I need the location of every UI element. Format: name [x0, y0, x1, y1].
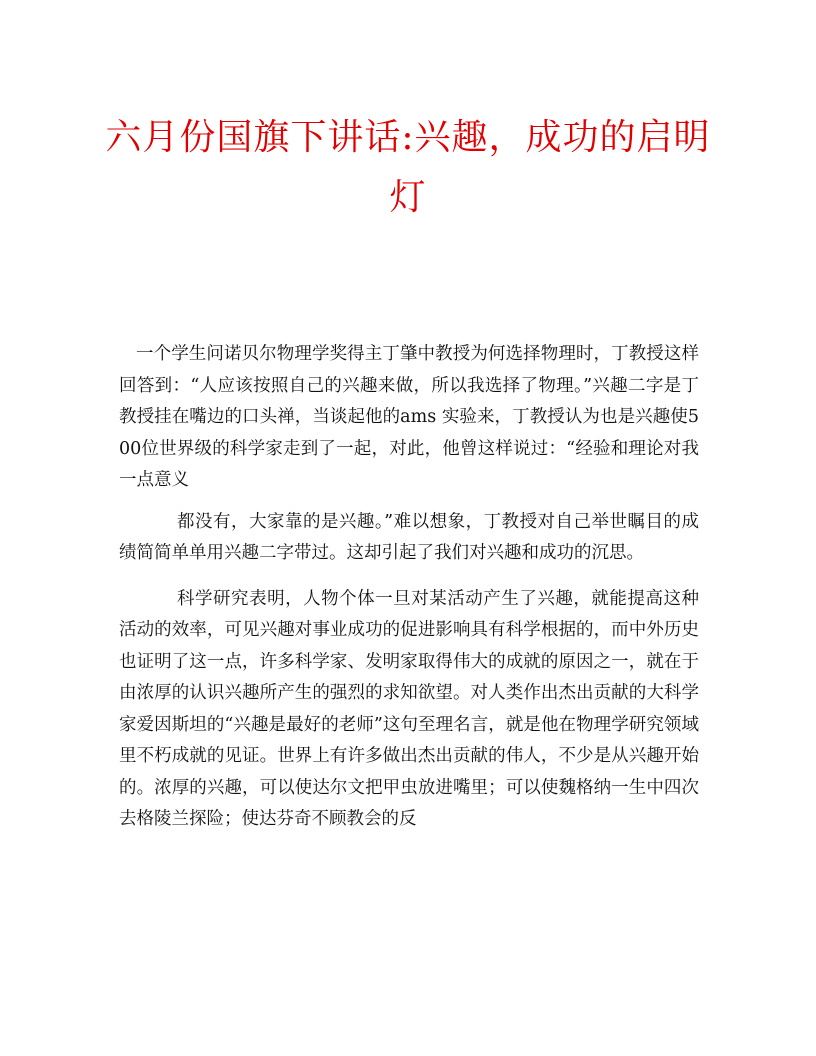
document-title: 六月份国旗下讲话:兴趣，成功的启明灯: [105, 117, 711, 218]
paragraph-2: 都没有，大家靠的是兴趣。”难以想象，丁教授对自己举世瞩目的成绩简简单单用兴趣二字带过。这却引起了我们对兴趣和成功的沉思。: [119, 511, 699, 563]
paragraph-1: 一个学生问诺贝尔物理学奖得主丁肇中教授为何选择物理时，丁教授这样回答到：“人应该按照自己的兴趣来做，所以我选择了物理。”兴趣二字是丁教授挂在嘴边的口头禅，当谈起他的ams 实验来，丁教授认为也是兴趣使500位世界级的科学家走到了一起，对此，他曾这样说过：“经验和理论对我一点意义: [119, 344, 699, 490]
document-body: [119, 339, 699, 836]
paragraph-3: 科学研究表明，人物个体一旦对某活动产生了兴趣，就能提高这种活动的效率，可见兴趣对事业成功的促进影响具有科学根据的，而中外历史也证明了这一点，许多科学家、发明家取得伟大的成就的原因之一，就在于由浓厚的认识兴趣所产生的强烈的求知欲望。对人类作出杰出贡献的大科学家爱因斯坦的“兴趣是最好的老师”这句至理名言，就是他在物理学研究领域里不朽成就的见证。世界上有许多做出杰出贡献的伟人，不少是从兴趣开始的。浓厚的兴趣，可以使达尔文把甲虫放进嘴里；可以使魏格纳一生中四次去格陵兰探险；使达芬奇不顾教会的反: [119, 588, 699, 829]
